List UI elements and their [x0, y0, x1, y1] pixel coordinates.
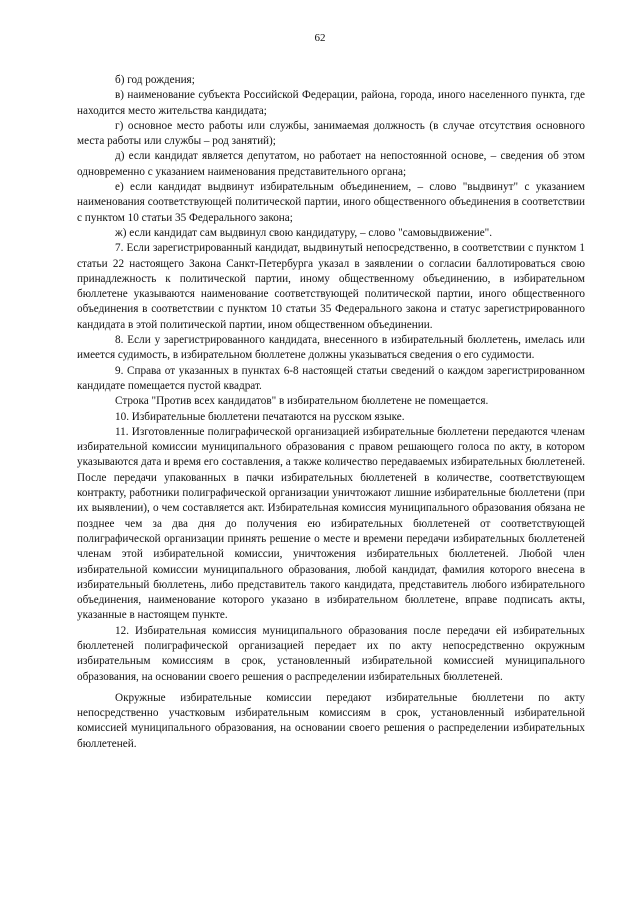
paragraph-7-party-affiliation: 7. Если зарегистрированный кандидат, выдвинутый непосредственно, в соответствии с пунктом 1 статьи 22 настоящего Закона Санкт-Петербурга указал в заявлении о согласии баллотироваться свою принадлежность к политической партии, иному общественному объединению, в избирательном бюллетене указываются наименование соответствующей политической партии, иного общественного объединения в соответствии с пунктом 10 статьи 35 Федерального закона и статус зарегистрированного кандидата в этой политической партии, ином общественном объединении. [77, 242, 585, 331]
paragraph-10-language: 10. Избирательные бюллетени печатаются на русском языке. [115, 410, 405, 423]
paragraph-b-birth-year: б) год рождения; [115, 74, 195, 86]
paragraph-12-district-commissions: 12. Избирательная комиссия муниципального образования после передачи ей избирательных бюллетеней полиграфической организацией передает их по акту непосредственно окружным избирательным комиссиям в срок, установленный избирательной комиссией муниципального образования, на основании своего решения о распределении избирательных бюллетеней. [77, 624, 585, 683]
paragraph-11-transfer: 11. Изготовленные полиграфической организацией избирательные бюллетени передаются членам избирательной комиссии муниципального образования с правом решающего голоса по акту, в котором указываются дата и время его составления, а также количество передаваемых избирательных бюллетеней. После передачи упакованных в пачки избирательных бюллетеней в количестве, соответствующем контракту, работники полиграфической организации уничтожают лишние избирательные бюллетени (при их выявлении), о чем составляется акт. Избирательная комиссия муниципального образования обязана не позднее чем за два дня до получения ею избирательных бюллетеней от соответствующей полиграфической организации принять решение о месте и времени передачи избирательных бюллетеней членам этой избирательной комиссии, уничтожения избирательных бюллетеней. Любой член избирательной комиссии муниципального образования, любой кандидат, фамилия которого внесена в избирательный бюллетень, либо представитель такого кандидата, представитель любого избирательного объединения, наименование которого указано в избирательном бюллетене, вправе подписать акты, указанные в настоящем пункте. [77, 425, 585, 622]
paragraph-9-empty-square: 9. Справа от указанных в пунктах 6-8 настоящей статьи сведений о каждом зарегистрированном кандидате помещается пустой квадрат. [77, 364, 585, 392]
body-text [77, 73, 585, 752]
paragraph-8-conviction: 8. Если у зарегистрированного кандидата, внесенного в избирательный бюллетень, имелась или имеется судимость, в избирательном бюллетене должны указываться сведения о его судимости. [77, 334, 585, 362]
paragraph-e-nominated: е) если кандидат выдвинут избирательным объединением, – слово "выдвинут" с указанием наименования соответствующей политической партии, иного общественного объединения в соответствии с пунктом 10 статьи 35 Федерального закона; [77, 181, 585, 224]
paragraph-g-workplace: г) основное место работы или службы, занимаемая должность (в случае отсутствия основного места работы или службы – род занятий); [77, 119, 585, 148]
paragraph-v-residence: в) наименование субъекта Российской Федерации, района, города, иного населенного пункта, где находится место жительства кандидата; [77, 89, 585, 117]
page-number: 62 [314, 32, 326, 44]
paragraph-zh-self-nominated: ж) если кандидат сам выдвинул свою кандидатуру, – слово "самовыдвижение". [115, 226, 493, 239]
paragraph-against-all-line: Строка "Против всех кандидатов" в избирательном бюллетене не помещается. [115, 395, 489, 408]
paragraph-d-deputy: д) если кандидат является депутатом, но работает на непостоянной основе, – сведения об этом одновременно с указанием наименования представительного органа; [77, 150, 585, 178]
paragraph-precinct-commissions: Окружные избирательные комиссии передают избирательные бюллетени по акту непосредственно участковым избирательным комиссиям в срок, установленный избирательной комиссией муниципального образования, на основании своего решения о распределении избирательных бюллетеней. [77, 691, 585, 750]
